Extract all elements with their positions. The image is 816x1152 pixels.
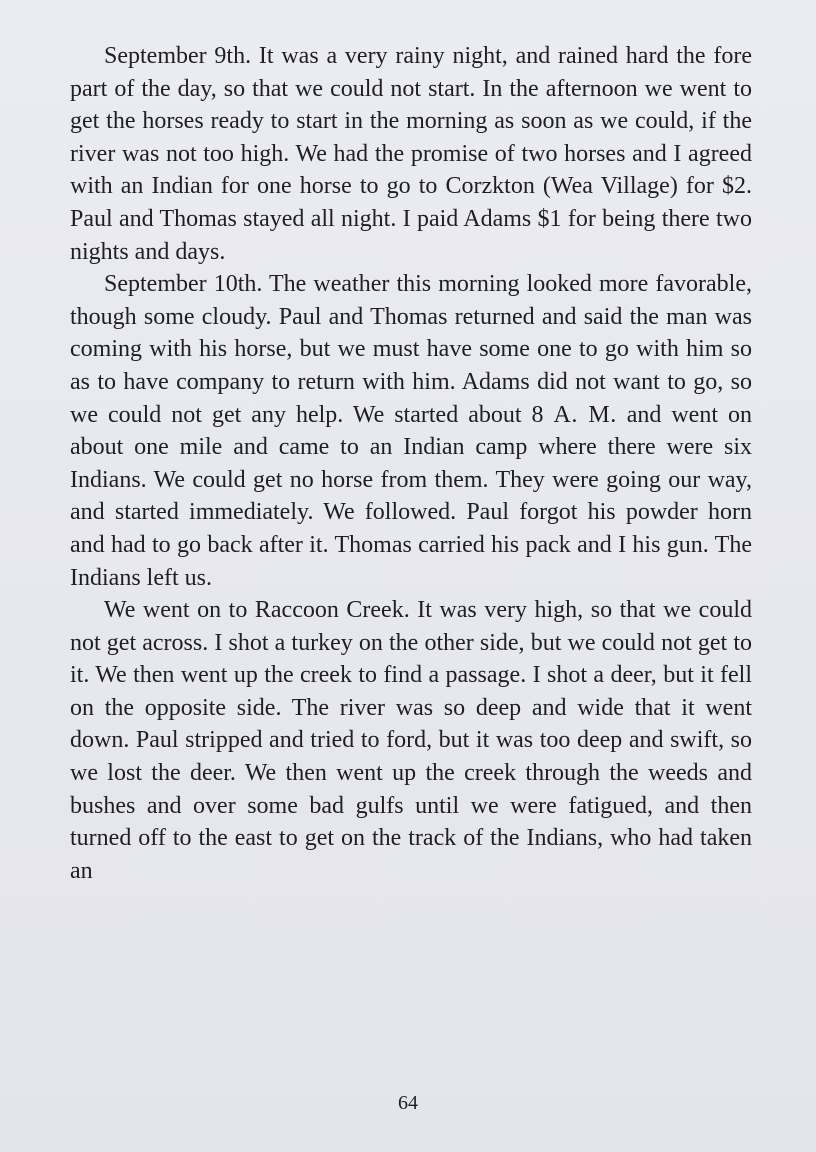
page-number: 64 [398,1092,418,1114]
paragraph-text: and went on about one mile and came to an Indian camp where there were six Indians. We could get no horse from them. They were going our way, and started immediately. We followed. Paul forgot his powder horn and had to go back after it. Thomas carried his pack and I his gun. The Indians left us. [70,401,752,591]
paragraph-september-10 [70,268,752,594]
paragraph-text: September 10th. The weather this morning looked more favorable, though some cloudy. Paul and Thomas returned and said the man was coming with his horse, but we must have some one to go with him so as to have company to return with him. Adams did not want to go, so we could not get any help. We started about 8 [70,271,752,428]
time-abbreviation: A. M. [553,401,617,428]
paragraph-september-9: September 9th. It was a very rainy night, and rained hard the fore part of the day, so that we could not start. In the afternoon we went to get the horses ready to start in the morning as soon as we could, if the river was not too high. We had the promise of two horses and I agreed with an Indian for one horse to go to Corzkton (Wea Village) for $2. Paul and Thomas stayed all night. I paid Adams $1 for being there two nights and days. [70,43,752,265]
paragraph-raccoon-creek: We went on to Raccoon Creek. It was very high, so that we could not get across. I shot a turkey on the other side, but we could not get to it. We then went up the creek to find a passage. I shot a deer, but it fell on the opposite side. The river was so deep and wide that it went down. Paul stripped and tried to ford, but it was too deep and swift, so we lost the deer. We then went up the creek through the weeds and bushes and over some bad gulfs until we were fatigued, and then turned off to the east to get on the track of the Indians, who had taken an [70,597,752,884]
body-text [70,40,752,887]
